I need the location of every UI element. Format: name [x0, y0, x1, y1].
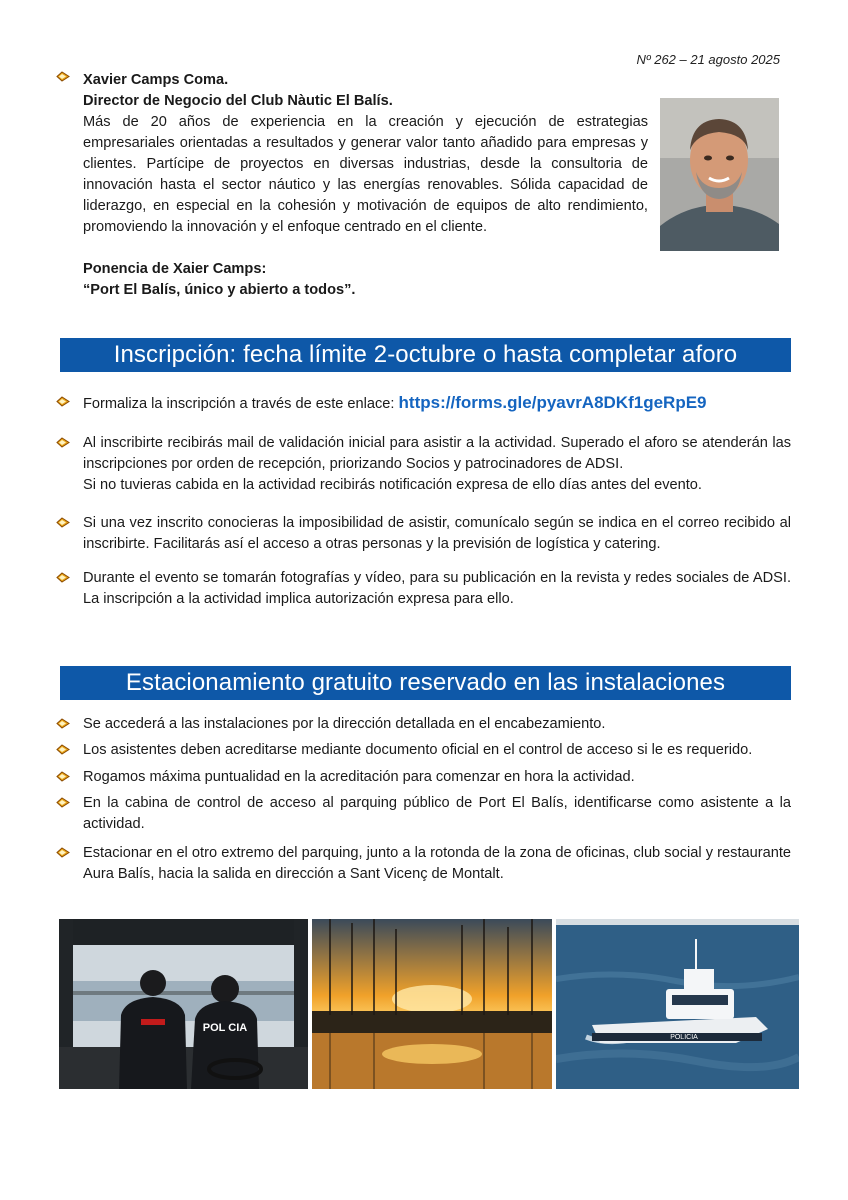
- speaker-bio: Más de 20 años de experiencia en la creación y ejecución de estrategias empresariales orientadas a resultados y generar valor tanto añadido para empresas y clientes. Partícipe de proyectos en diversas industrias, desde la consultoria de innovación hasta el sector náutico y las energías renovables. Sólida capacidad de liderazgo, en especial en la cohesión y motivación de equipos de alto rendimiento, promoviendo la innovación y el enfoque centrado en el cliente.: [83, 114, 648, 235]
- parking-item: Rogamos máxima puntualidad en la acreditación para comenzar en hora la actividad.: [83, 769, 635, 785]
- link-intro: Formaliza la inscripción a través de este enlace:: [83, 396, 399, 412]
- parking-item: Estacionar en el otro extremo del parquing, junto a la rotonda de la zona de oficinas, club social y restaurante Aura Balís, hacia la salida en dirección a Sant Vicenç de Montalt.: [83, 845, 791, 882]
- police-patrol-boat-photo: [556, 919, 799, 1089]
- parking-item: Los asistentes deben acreditarse mediante documento oficial en el control de acceso si le es requerido.: [83, 742, 753, 758]
- speaker-photo: [660, 98, 779, 251]
- bullet-icon: [56, 847, 70, 858]
- bullet-icon: [56, 437, 70, 448]
- parking-item: En la cabina de control de acceso al parquing público de Port El Balís, identificarse como asistente a la actividad.: [83, 795, 791, 832]
- marina-sunset-photo: [312, 919, 552, 1089]
- talk-heading: Ponencia de Xaier Camps:: [83, 261, 267, 277]
- no-seat-text: Si no tuvieras cabida en la actividad recibirás notificación expresa de ello días antes del evento.: [83, 477, 702, 493]
- bullet-icon: [56, 517, 70, 528]
- speaker-role: Director de Negocio del Club Nàutic El Balís.: [83, 93, 393, 109]
- bullet-icon: [56, 396, 70, 407]
- validation-text: Al inscribirte recibirás mail de validación inicial para asistir a la actividad. Superado el aforo se atenderán las inscripciones por orden de recepción, priorizando Socios y patrocinadores de ADSI.: [83, 435, 791, 472]
- police-vest-text: POL CIA: [202, 1022, 248, 1034]
- boat-hull-text: POLICIA: [670, 1034, 698, 1041]
- media-consent-paragraph: Durante el evento se tomarán fotografías y vídeo, para su publicación en la revista y redes sociales de ADSI. La inscripción a la actividad implica autorización expresa para ello.: [83, 570, 791, 607]
- police-boat-crew-photo: [59, 919, 308, 1089]
- bullet-icon: [56, 71, 70, 82]
- parking-heading: Estacionamiento gratuito reservado en las instalaciones: [60, 666, 791, 700]
- bullet-icon: [56, 797, 70, 808]
- parking-item: Se accederá a las instalaciones por la dirección detallada en el encabezamiento.: [83, 716, 606, 732]
- issue-number: Nº 262 – 21 agosto 2025: [636, 52, 780, 67]
- registration-form-link[interactable]: https://forms.gle/pyavrA8DKf1geRpE9: [398, 393, 707, 412]
- speaker-name: Xavier Camps Coma.: [83, 72, 229, 88]
- speaker-block: [83, 70, 648, 301]
- bullet-icon: [56, 744, 70, 755]
- cancellation-paragraph: Si una vez inscrito conocieras la imposibilidad de asistir, comunícalo según se indica en el correo recibido al inscribirte. Facilitarás así el acceso a otras personas y la previsión de logística y catering.: [83, 515, 791, 552]
- bullet-icon: [56, 572, 70, 583]
- registration-heading: Inscripción: fecha límite 2-octubre o hasta completar aforo: [60, 338, 791, 372]
- talk-title: “Port El Balís, único y abierto a todos”.: [83, 282, 356, 298]
- bullet-icon: [56, 718, 70, 729]
- registration-link-item: [83, 392, 791, 415]
- validation-paragraph: [83, 433, 791, 496]
- bullet-icon: [56, 771, 70, 782]
